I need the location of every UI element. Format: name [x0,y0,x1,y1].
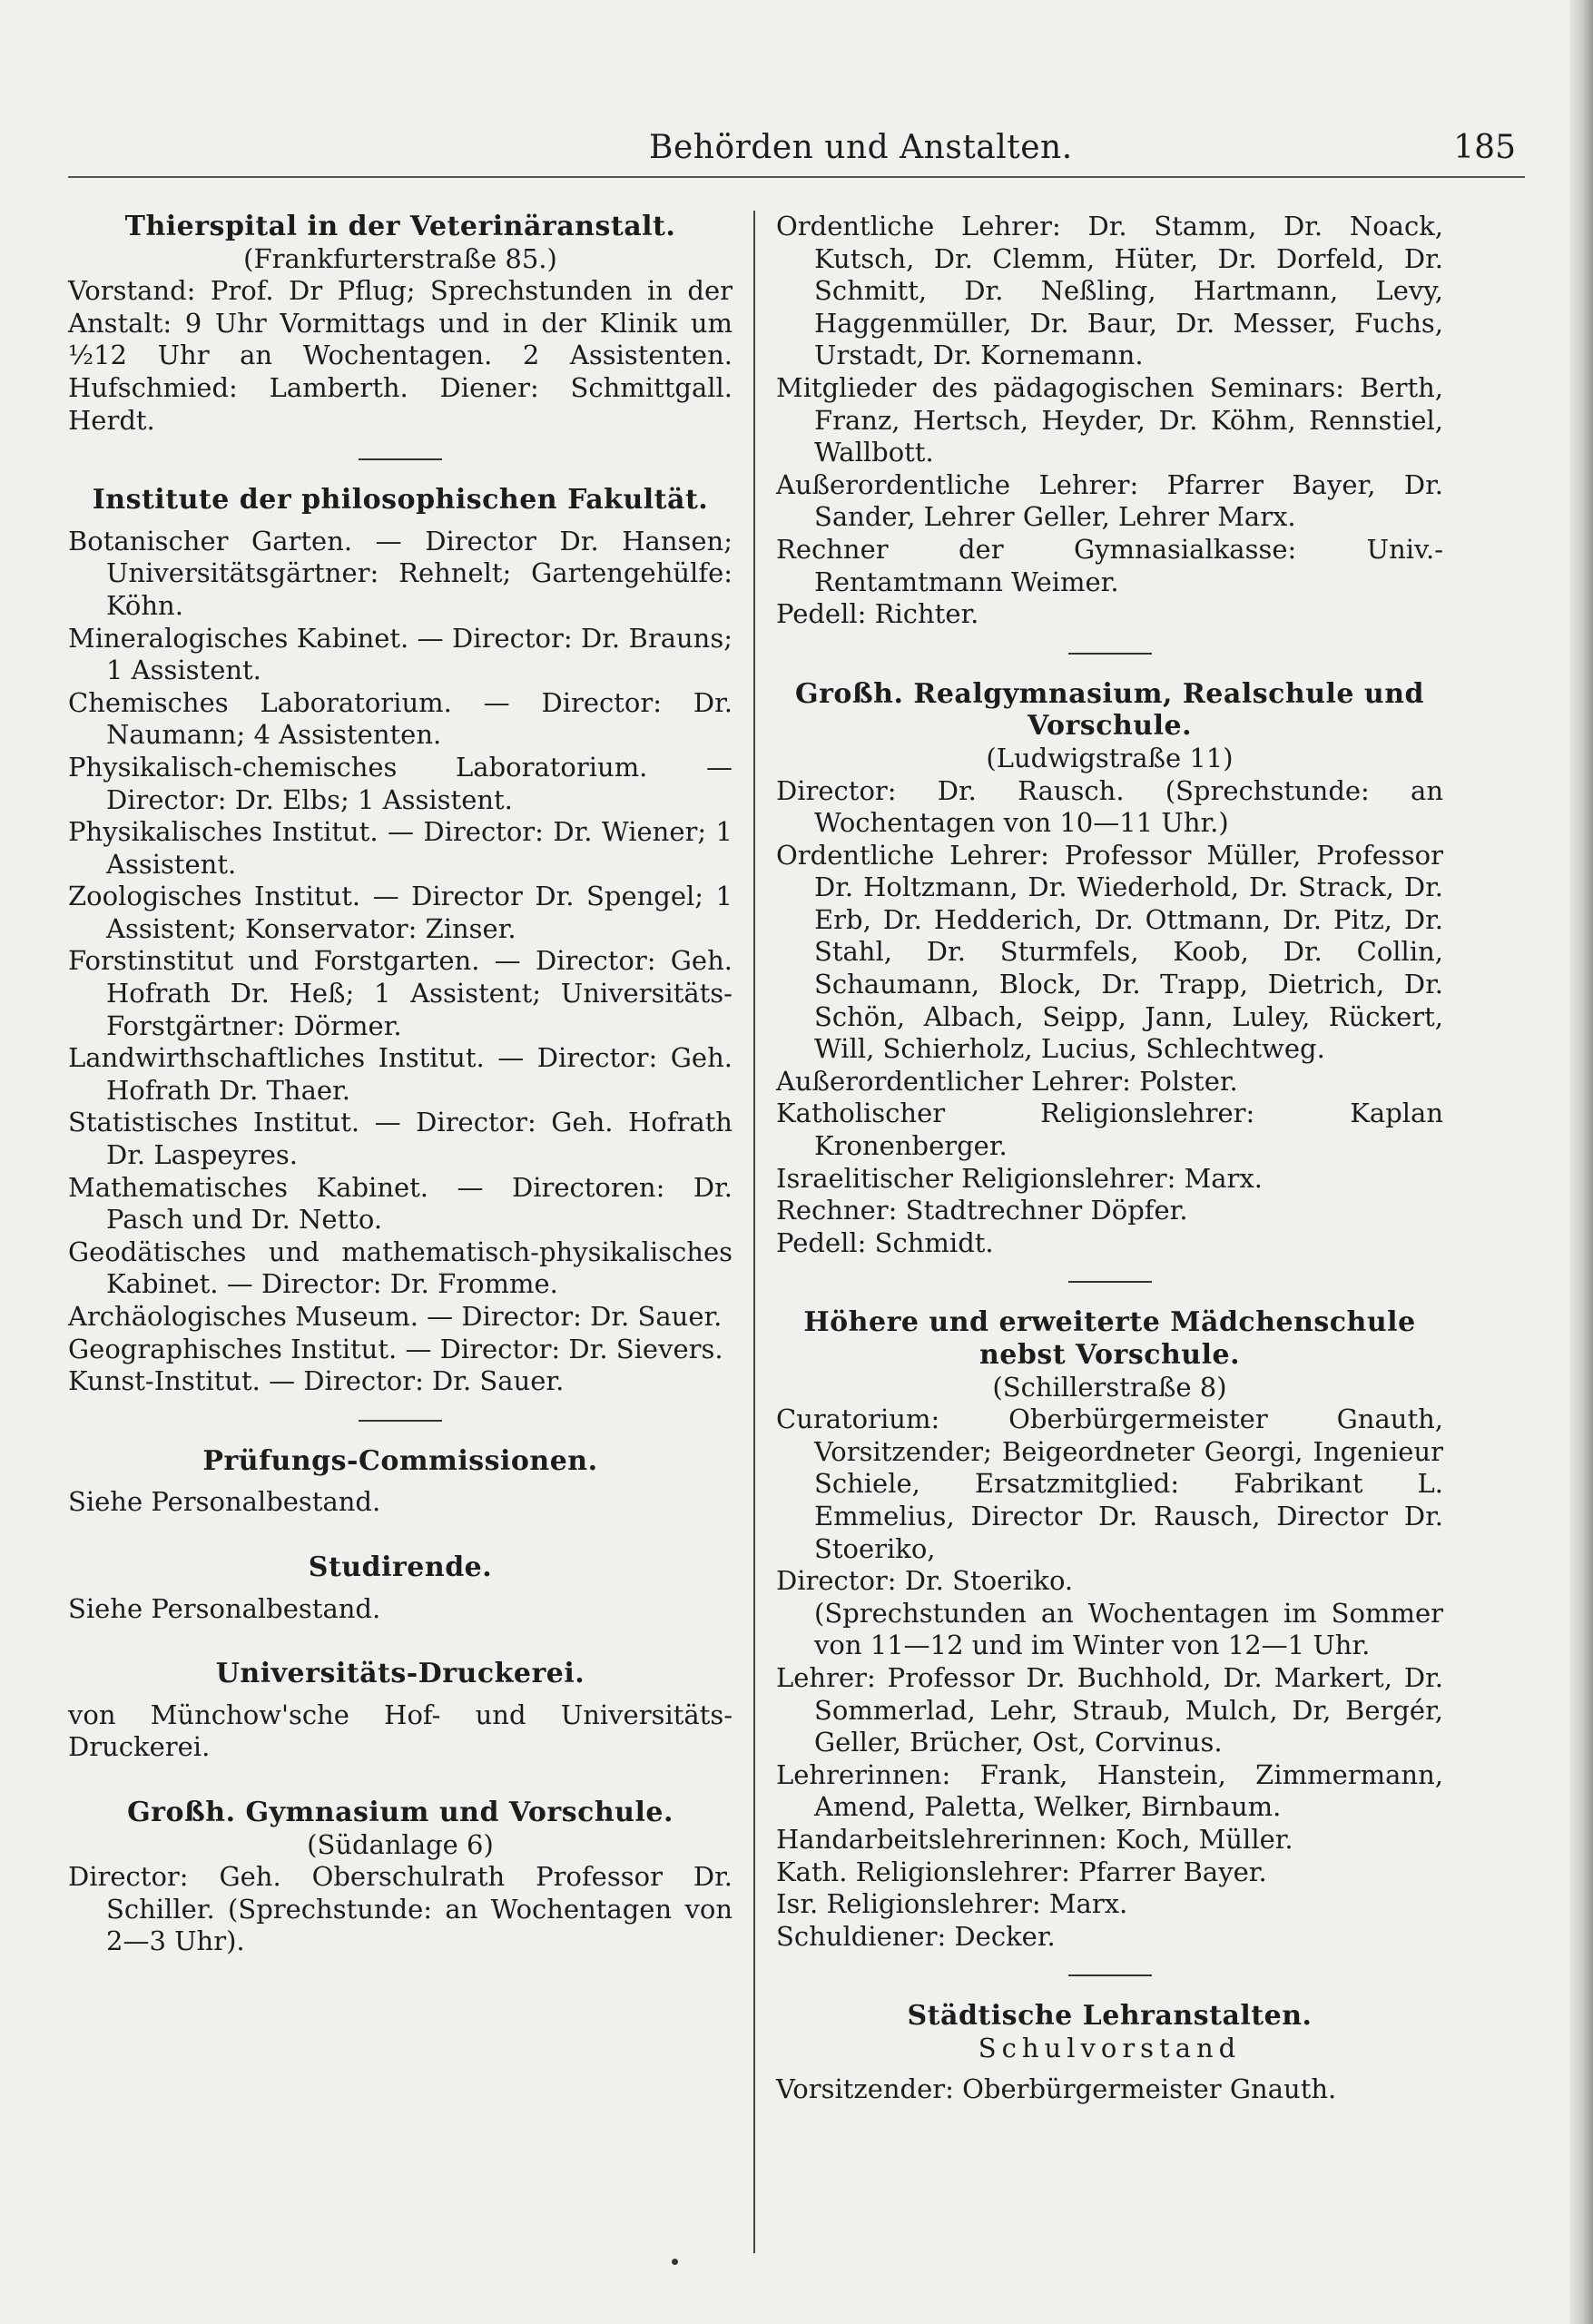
realgymnasium-entry: Ordentliche Lehrer: Professor Müller, Professor Dr. Holtzmann, Dr. Wiederhold, Dr. Strack, Dr. Erb, Dr. Hedderich, Dr. Ottmann, Dr. Pitz, Dr. Stahl, Dr. Sturmfels, Koob, Dr. Collin, Schaumann, Block, Dr. Trapp, Dietrich, Dr. Schön, Albach, Seipp, Jann, Luley, Rückert, Will, Schierholz, Lucius, Schlechtweg. [776,839,1443,1065]
institute-entry: Geodätisches und mathematisch-physikalisches Kabinet. — Director: Dr. Fromme. [68,1236,733,1300]
section-title-maedchenschule: Höhere und erweiterte Mädchenschule nebst Vorschule. [803,1306,1416,1371]
institute-entry: Geographisches Institut. — Director: Dr. Sievers. [68,1333,723,1364]
maedchenschule-entry: Kath. Religionslehrer: Pfarrer Bayer. [776,1856,1267,1887]
maedchenschule-entry: Lehrer: Professor Dr. Buchhold, Dr. Markert, Dr. Sommerlad, Lehr, Straub, Mulch, Dr, Bergér, Geller, Brücher, Ost, Corvinus. [776,1661,1443,1758]
institute-entry: Archäologisches Museum. — Director: Dr. Sauer. [68,1301,723,1332]
maedchenschule-entry: (Sprechstunden an Wochentagen im Sommer von 11—12 und im Winter von 12—1 Uhr. [814,1597,1443,1661]
print-speck [672,2259,678,2265]
left-column [68,211,733,1958]
address-realgymnasium: (Ludwigstraße 11) [986,742,1234,773]
text-druckerei: von Münchow'sche Hof- und Universitäts-Druckerei. [68,1699,733,1763]
section-title-studierende: Studirende. [308,1551,493,1583]
section-title-institute: Institute der philosophischen Fakultät. [92,484,709,517]
address-tierspital: (Frankfurterstraße 85.) [243,242,557,274]
gymnasium-entry: Mitglieder des pädagogischen Seminars: Berth, Franz, Hertsch, Heyder, Dr. Köhm, Rennstiel, Wallbott. [776,371,1443,468]
realgymnasium-entry: Rechner: Stadtrechner Döpfer. [776,1195,1188,1226]
institute-entry: Botanischer Garten. — Director Dr. Hansen; Universitätsgärtner: Rehnelt; Gartengehülfe: Köhn. [68,525,733,621]
address-maedchenschule: (Schillerstraße 8) [992,1371,1227,1403]
section-title-pruefung: Prüfungs-Commissionen. [202,1444,598,1477]
section-separator [359,1420,442,1422]
address-gymnasium: (Südanlage 6) [307,1828,494,1860]
institute-entry: Mathematisches Kabinet. — Directoren: Dr. Pasch und Dr. Netto. [68,1171,733,1236]
page-header [68,125,1525,178]
institute-entry: Statistisches Institut. — Director: Geh. Hofrath Dr. Laspeyres. [68,1107,733,1171]
institute-entry: Kunst-Institut. — Director: Dr. Sauer. [68,1365,565,1397]
realgymnasium-entry: Israelitischer Religionslehrer: Marx. [776,1162,1263,1194]
maedchenschule-entry: Schuldiener: Decker. [776,1920,1056,1952]
gymnasium-entry: Pedell: Richter. [776,598,979,630]
section-separator [1068,653,1152,655]
institute-entry: Forstinstitut und Forstgarten. — Director: Geh. Hofrath Dr. Heß; 1 Assistent; Universitäts-Forstgärtner: Dörmer. [68,945,733,1041]
section-title-tierspital: Thierspital in der Veterinäranstalt. [124,211,676,242]
realgymnasium-entry: Katholischer Religionslehrer: Kaplan Kronenberger. [776,1098,1443,1162]
gymnasium-entry: Außerordentliche Lehrer: Pfarrer Bayer, Dr. Sander, Lehrer Geller, Lehrer Marx. [776,468,1443,533]
institute-entry: Physikalisches Institut. — Director: Dr. Wiener; 1 Assistent. [68,816,733,880]
section-title-staedtische: Städtische Lehranstalten. [907,2000,1313,2033]
realgymnasium-entry: Außerordentlicher Lehrer: Polster. [776,1065,1238,1097]
institute-entry: Zoologisches Institut. — Director Dr. Spengel; 1 Assistent; Konservator: Zinser. [68,881,733,944]
section-separator [1068,1281,1152,1283]
section-separator [1068,1974,1152,1976]
section-title-realgymnasium: Großh. Realgymnasium, Realschule und Vorschule. [794,677,1425,743]
institute-entry: Physikalisch-chemisches Laboratorium. — Director: Dr. Elbs; 1 Assistent. [68,751,733,815]
institute-entry: Mineralogisches Kabinet. — Director: Dr. Brauns; 1 Assistent. [68,622,733,686]
page-edge-shadow [1569,0,1593,2324]
maedchenschule-entry: Isr. Religionslehrer: Marx. [776,1888,1128,1920]
section-title-druckerei: Universitäts-Druckerei. [215,1658,585,1690]
text-staedtische: Vorsitzender: Oberbürgermeister Gnauth. [776,2073,1337,2105]
text-studierende: Siehe Personalbestand. [68,1592,381,1624]
text-pruefung: Siehe Personalbestand. [68,1486,381,1518]
maedchenschule-entry: Director: Dr. Stoeriko. [776,1565,1074,1597]
maedchenschule-entry: Curatorium: Oberbürgermeister Gnauth, Vorsitzender; Beigeordneter Georgi, Ingenieur Schiele, Ersatzmitglied: Fabrikant L. Emmelius, Director Dr. Rausch, Director Dr. Stoeriko, [776,1403,1443,1564]
maedchenschule-entry: Lehrerinnen: Frank, Hanstein, Zimmermann, Amend, Paletta, Welker, Birnbaum. [776,1758,1443,1823]
realgymnasium-entry: Director: Dr. Rausch. (Sprechstunde: an Wochentagen von 10—11 Uhr.) [776,774,1443,839]
realgymnasium-entry: Pedell: Schmidt. [776,1226,994,1258]
institute-entry: Landwirthschaftliches Institut. — Director: Geh. Hofrath Dr. Thaer. [68,1042,733,1106]
gymnasium-entry: Ordentliche Lehrer: Dr. Stamm, Dr. Noack, Kutsch, Dr. Clemm, Hüter, Dr. Dorfeld, Dr. Schmitt, Dr. Neßling, Hartmann, Levy, Haggenmüller, Dr. Baur, Dr. Messer, Fuchs, Urstadt, Dr. Kornemann. [776,211,1443,371]
column-divider [753,211,755,2253]
institute-entry: Chemisches Laboratorium. — Director: Dr. Naumann; 4 Assistenten. [68,686,733,751]
text-tierspital: Vorstand: Prof. Dr Pflug; Sprechstunden in der Anstalt: 9 Uhr Vormittags und in der Klinik um ½12 Uhr an Wochentagen. 2 Assistenten. Hufschmied: Lamberth. Diener: Schmittgall. Herdt. [68,275,733,436]
maedchenschule-entry: Handarbeitslehrerinnen: Koch, Müller. [776,1823,1293,1855]
section-title-gymnasium: Großh. Gymnasium und Vorschule. [127,1796,674,1828]
right-column [776,211,1443,2106]
page-number: 185 [1453,129,1516,166]
subtitle-schulvorstand: Schulvorstand [978,2032,1242,2063]
running-title: Behörden und Anstalten. [649,129,1073,166]
section-separator [359,458,442,460]
text-gymnasium-director: Director: Geh. Oberschulrath Professor Dr. Schiller. (Sprechstunde: an Wochentagen von 2—3 Uhr). [68,1861,733,1957]
gymnasium-entry: Rechner der Gymnasialkasse: Univ.-Rentamtmann Weimer. [776,533,1443,597]
